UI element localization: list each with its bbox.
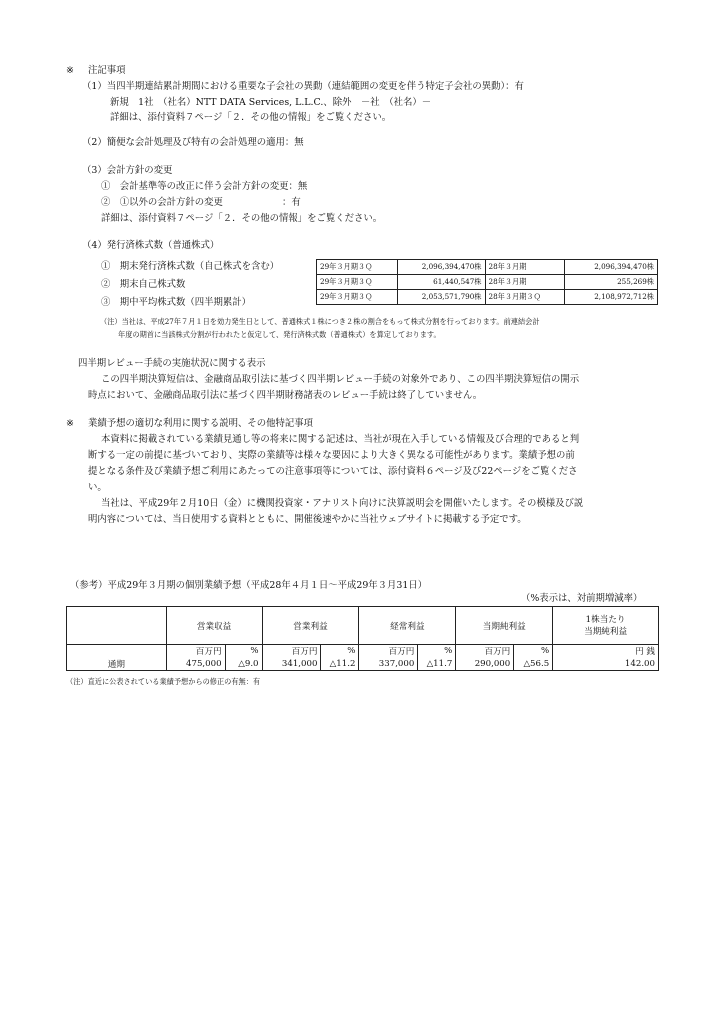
unit-pct: % [418, 645, 456, 658]
reference-title: （参考）平成29年３月期の個別業績予想（平成28年４月１日～平成29年３月31日） [70, 580, 428, 591]
forecast-data-row [67, 658, 659, 671]
header-operating-income: 営業利益 [262, 607, 359, 645]
notes-item1-line2: 新規 1社 （社名）NTT DATA Services, L.L.C.、除外 －社 （社名）－ [110, 97, 432, 108]
review-title: 四半期レビュー手続の実施状況に関する表示 [78, 358, 266, 369]
label-cell [67, 645, 167, 658]
unit-pct: % [514, 645, 553, 658]
forecast-note-p1-line4: い。 [88, 482, 107, 493]
shares-table [316, 259, 658, 305]
shares-row3-label: ③ 期中平均株式数（四半期累計） [101, 297, 252, 308]
forecast-note-p2-line1: 当社は、平成29年２月10日（金）に機関投資家・アナリスト向けに決算説明会を開催いたします。その模様及び説 [101, 498, 584, 509]
reference-pct-note: （%表示は、対前期増減率） [521, 593, 643, 604]
forecast-note-p2-line2: 明内容については、当日使用する資料とともに、開催後速やかに当社ウェブサイトに掲載する予定です。 [88, 514, 527, 525]
shares-value-cell: 2,108,972,712株 [565, 290, 658, 305]
value-eps: 142.00 [553, 658, 659, 671]
unit-pct: % [321, 645, 359, 658]
value-revenue-pct: △9.0 [225, 658, 262, 671]
shares-value-cell: 61,440,547株 [397, 275, 485, 290]
shares-period-cell: 29年３月期３Ｑ [317, 260, 398, 275]
header-ordinary-income: 経常利益 [359, 607, 456, 645]
forecast-note-title: 業績予想の適切な利用に関する説明、その他特記事項 [88, 418, 314, 429]
unit-million-yen: 百万円 [456, 645, 514, 658]
shares-period-cell: 29年３月期３Ｑ [317, 275, 398, 290]
forecast-note-p1-line1: 本資料に掲載されている業績見通し等の将来に関する記述は、当社が現在入手している情報及び合理的であると判 [101, 434, 580, 445]
shares-period-cell: 28年３月期 [485, 275, 565, 290]
forecast-note-p1-line2: 断する一定の前提に基づいており、実際の業績等は様々な要因により大きく異なる可能性があります。業績予想の前 [88, 450, 575, 461]
value-operating-income-pct: △11.2 [321, 658, 359, 671]
unit-pct: % [225, 645, 262, 658]
shares-table-row [317, 260, 658, 275]
shares-note-line1: （注）当社は、平成27年７月１日を効力発生日として、普通株式１株につき２株の割合をもって株式分割を行っております。前連結会計 [100, 317, 540, 326]
row-label-full-year: 通期 [67, 658, 167, 671]
notes-item3-b-label: ② ①以外の会計方針の変更 [101, 197, 223, 208]
notes-item4-label: （4）発行済株式数（普通株式） [82, 240, 220, 251]
shares-row1-label: ① 期末発行済株式数（自己株式を含む） [101, 261, 280, 272]
reference-footnote: （注）直近に公表されている業績予想からの修正の有無：有 [66, 677, 261, 686]
unit-million-yen: 百万円 [262, 645, 321, 658]
notes-item3-detail: 詳細は、添付資料７ページ「２．その他の情報」をご覧ください。 [101, 213, 383, 224]
shares-period-cell: 28年３月期 [485, 260, 565, 275]
header-eps-line2: 当期純利益 [584, 626, 628, 637]
value-operating-income: 341,000 [262, 658, 321, 671]
forecast-note-p1-line3: 提となる条件及び業績予想ご利用にあたっての注意事項等については、添付資料６ページ及び22ページをご覧くださ [88, 466, 578, 477]
notes-title: 注記事項 [88, 65, 126, 76]
value-ordinary-income-pct: △11.7 [418, 658, 456, 671]
notes-item2: （2）簡便な会計処理及び特有の会計処理の適用：無 [82, 137, 304, 148]
value-revenue: 475,000 [166, 658, 225, 671]
shares-table-row [317, 290, 658, 305]
forecast-table [66, 606, 659, 671]
header-eps-line1: 1株当たり [585, 614, 626, 625]
header-revenue: 営業収益 [166, 607, 262, 645]
notes-mark: ※ [66, 65, 74, 76]
forecast-note-mark: ※ [66, 418, 74, 429]
forecast-header-row [67, 607, 659, 645]
notes-item3-label: （3）会計方針の変更 [82, 165, 173, 176]
shares-note-line2: 年度の期首に当該株式分割が行われたと仮定して、発行済株式数（普通株式）を算定しております。 [118, 330, 441, 339]
notes-item3-a: ① 会計基準等の改正に伴う会計方針の変更：無 [101, 181, 308, 192]
unit-million-yen: 百万円 [359, 645, 418, 658]
review-line2: 時点において、金融商品取引法に基づく四半期財務諸表のレビュー手続は終了していません。 [88, 390, 483, 401]
value-net-income-pct: △56.5 [514, 658, 553, 671]
shares-value-cell: 2,096,394,470株 [397, 260, 485, 275]
review-line1: この四半期決算短信は、金融商品取引法に基づく四半期レビュー手続の対象外であり、この四半期決算短信の開示 [101, 374, 580, 385]
shares-period-cell: 29年３月期３Ｑ [317, 290, 398, 305]
notes-item1-label: （1）当四半期連結累計期間における重要な子会社の異動（連結範囲の変更を伴う特定子会社の異動）：有 [82, 81, 524, 92]
shares-period-cell: 28年３月期３Ｑ [485, 290, 565, 305]
shares-value-cell: 2,096,394,470株 [565, 260, 658, 275]
value-ordinary-income: 337,000 [359, 658, 418, 671]
value-net-income: 290,000 [456, 658, 514, 671]
shares-row2-label: ② 期末自己株式数 [101, 279, 186, 290]
header-net-income: 当期純利益 [456, 607, 553, 645]
forecast-corner-cell [67, 607, 167, 645]
notes-item1-line3: 詳細は、添付資料７ページ「２．その他の情報」をご覧ください。 [110, 112, 392, 123]
forecast-unit-row [67, 645, 659, 658]
notes-item3-b-value: ：有 [282, 197, 301, 208]
header-eps [553, 607, 659, 645]
shares-value-cell: 255,269株 [565, 275, 658, 290]
shares-value-cell: 2,053,571,790株 [397, 290, 485, 305]
shares-table-row [317, 275, 658, 290]
unit-million-yen: 百万円 [166, 645, 225, 658]
unit-yen-sen: 円 銭 [553, 645, 659, 658]
